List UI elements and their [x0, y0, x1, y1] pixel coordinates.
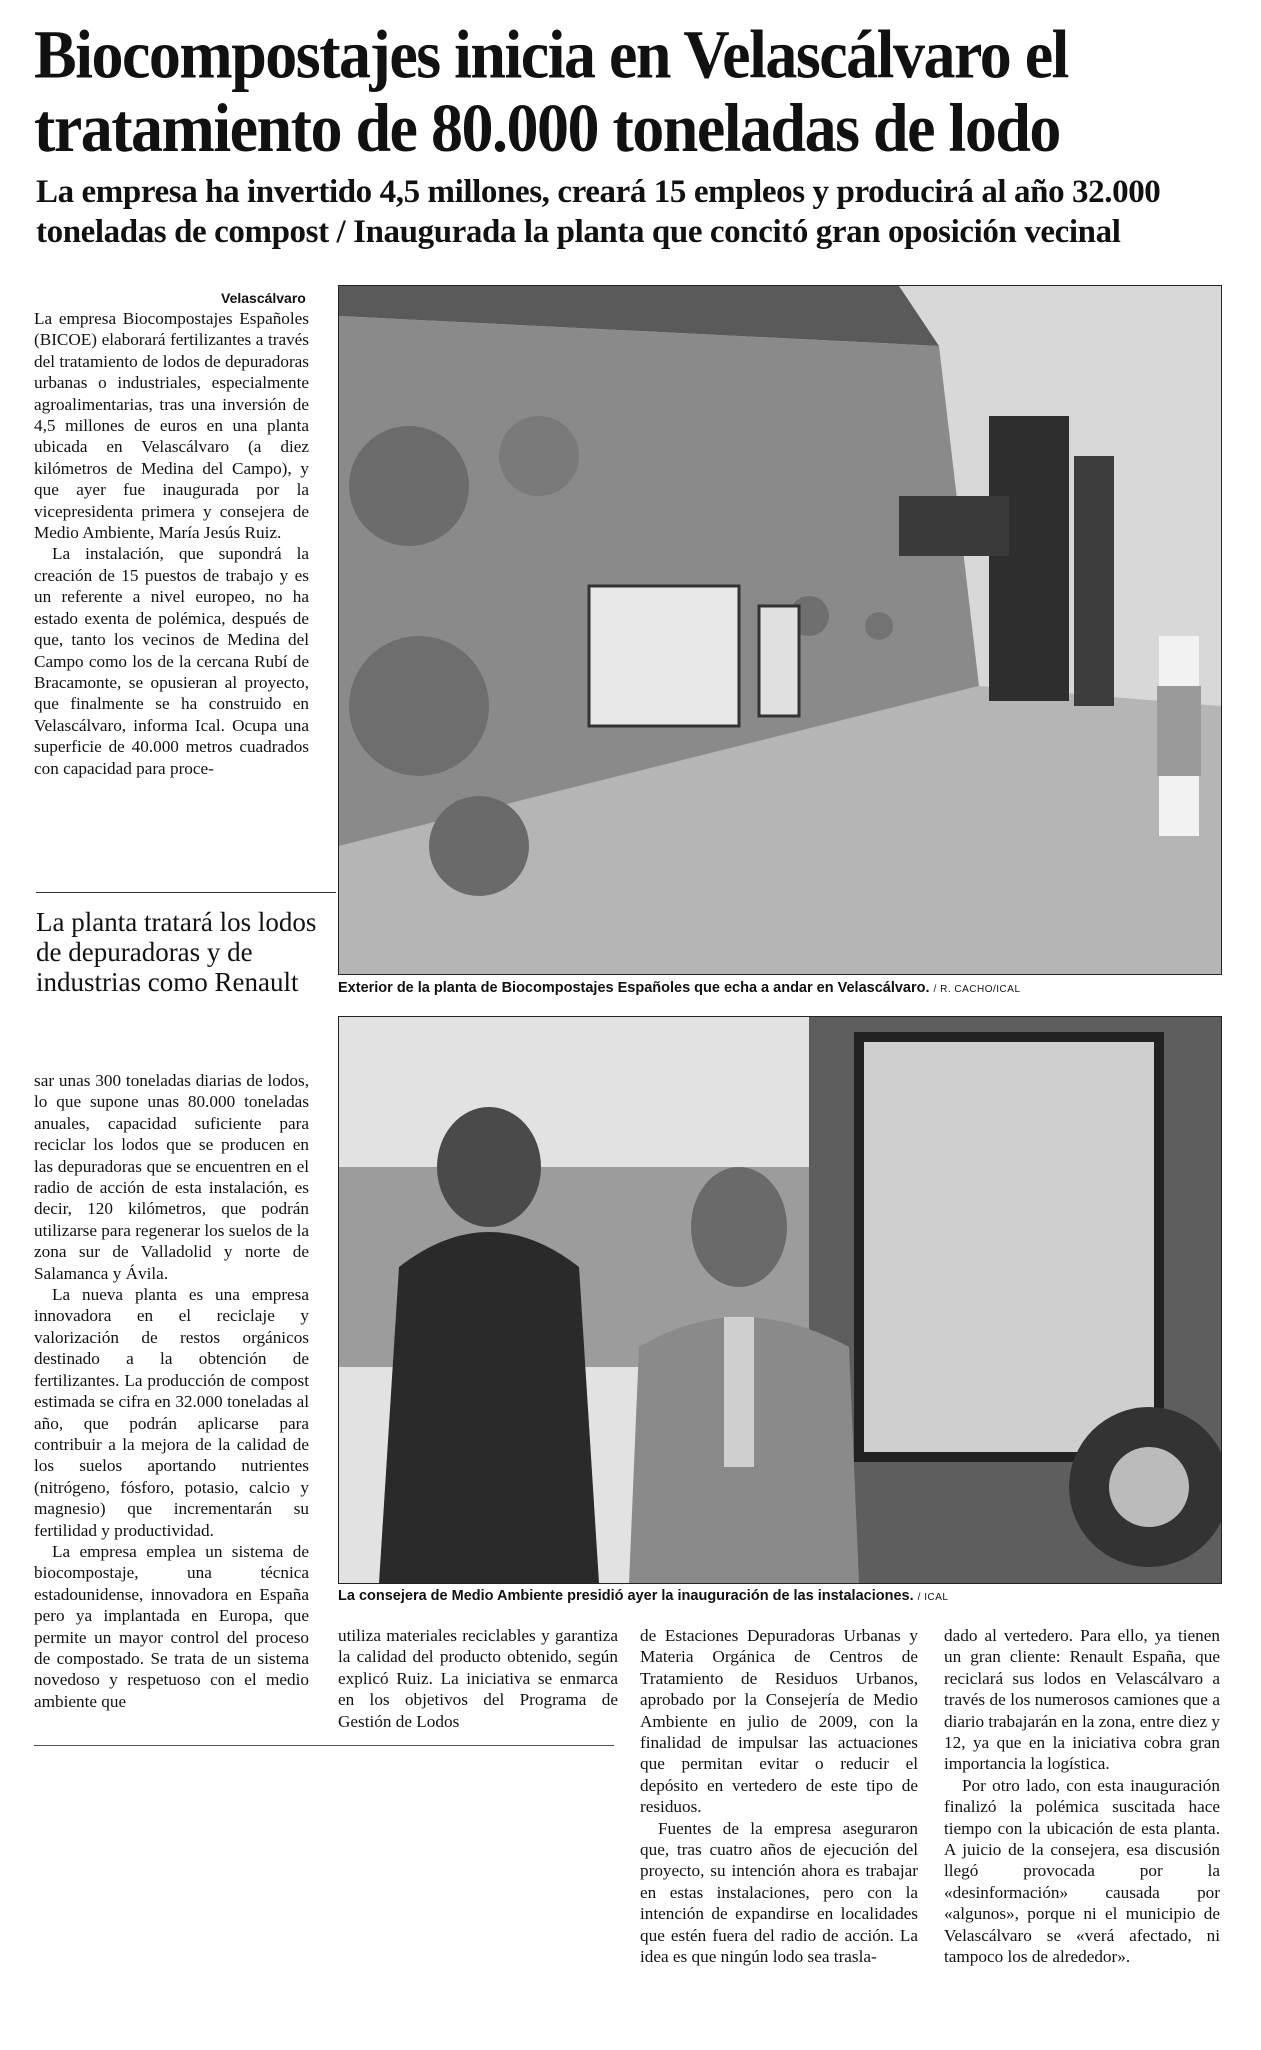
subheadline: La empresa ha invertido 4,5 millones, creará 15 empleos y producirá al año 32.000 toneladas de compost / Inaugurada la planta que concitó gran oposición vecinal	[36, 174, 1161, 250]
divider	[34, 1745, 614, 1746]
paragraph: dado al vertedero. Para ello, ya tienen un gran cliente: Renault España, que reciclará sus lodos en Velascálvaro a través de los numerosos camiones que a diario trabajarán en la zona, entre diez y 12, ya que en la iniciativa cobra gran importancia la logística.	[944, 1626, 1220, 1774]
paragraph: Fuentes de la empresa aseguraron que, tras cuatro años de ejecución del proyecto, su intención ahora es trabajar en estas instalaciones, pero con la intención de expandirse en localidades que estén fuera del radio de acción. La idea es que ningún lodo sea trasla-	[640, 1818, 918, 1967]
paragraph: La empresa emplea un sistema de biocompostaje, una técnica estadounidense, innovadora en España pero ya implantada en Europa, que permite un mayor control del proceso de compostado. Se trata de un sistema novedoso y respetuoso con el medio ambiente que	[34, 1541, 309, 1711]
plant-exterior-illustration	[339, 286, 1221, 974]
caption-text: Exterior de la planta de Biocompostajes Españoles que echa a andar en Velascálvaro.	[338, 980, 930, 996]
pull-quote: La planta tratará los lodos de depuradoras y de industrias como Renault	[36, 892, 336, 997]
byline: Velascálvaro	[221, 290, 306, 306]
caption-text: La consejera de Medio Ambiente presidió ayer la inauguración de las instalaciones.	[338, 1588, 914, 1604]
paragraph: La instalación, que supondrá la creación de 15 puestos de trabajo y es un referente a nivel europeo, no ha estado exenta de polémica, después de que, tanto los vecinos de Medina del Campo como los de la cercana Rubí de Bracamonte, se opusieran al proyecto, que finalmente se ha construido en Velascálvaro, informa Ical. Ocupa una superficie de 40.000 metros cuadrados con capacidad para proce-	[34, 544, 309, 778]
column-1-top	[34, 308, 309, 779]
paragraph: La empresa Biocompostajes Españoles (BICOE) elaborará fertilizantes a través del tratamiento de lodos de depuradoras urbanas o industriales, especialmente agroalimentarias, tras una inversión de 4,5 millones de euros en una planta ubicada en Velascálvaro (a diez kilómetros de Medina del Campo), y que ayer fue inaugurada por la vicepresidenta primera y consejera de Medio Ambiente, María Jesús Ruiz.	[34, 309, 309, 543]
paragraph: utiliza materiales reciclables y garantiza la calidad del producto obtenido, según explicó Ruiz. La iniciativa se enmarca en los objetivos del Programa de Gestión de Lodos	[338, 1626, 618, 1731]
photo-credit: / ICAL	[917, 1592, 949, 1603]
photo2-caption	[338, 1588, 1238, 1604]
paragraph: La nueva planta es una empresa innovadora en el reciclaje y valorización de restos orgánicos destinado a la obtención de fertilizantes. La producción de compost estimada se cifra en 32.000 toneladas al año, que podrán aplicarse para contribuir a la mejora de la calidad de los suelos aportando nutrientes (nitrógeno, fósforo, potasio, calcio y magnesio) que incrementarán su fertilidad y productividad.	[34, 1285, 309, 1540]
inauguration-illustration	[339, 1017, 1221, 1583]
paragraph: de Estaciones Depuradoras Urbanas y Materia Orgánica de Centros de Tratamiento de Residuos Urbanos, aprobado por la Consejería de Medio Ambiente en julio de 2009, con la finalidad de impulsar las actuaciones que permitan evitar o reducir el depósito en vertedero de este tipo de residuos.	[640, 1626, 918, 1817]
column-3	[640, 1625, 918, 1968]
photo-credit: / R. CACHO/ICAL	[933, 984, 1021, 995]
paragraph: Por otro lado, con esta inauguración finalizó la polémica suscitada hace tiempo con la ubicación de esta planta. A juicio de la consejera, esa discusión llegó provocada por la «desinformación» causada por «algunos», porque ni el municipio de Velascálvaro se «verá afectado, ni tampoco los de alrededor».	[944, 1775, 1220, 1967]
paragraph: sar unas 300 toneladas diarias de lodos, lo que supone unas 80.000 toneladas anuales, capacidad suficiente para reciclar los lodos que se producen en las depuradoras que se encuentren en el radio de acción de esta instalación, es decir, 120 kilómetros, que podrán utilizarse para regenerar los suelos de la zona sur de Valladolid y norte de Salamanca y Ávila.	[34, 1071, 309, 1283]
column-4	[944, 1625, 1220, 1968]
inauguration-photo	[338, 1016, 1222, 1584]
photo1-caption	[338, 980, 1238, 996]
column-1-bottom	[34, 1070, 309, 1712]
plant-exterior-photo	[338, 285, 1222, 975]
headline: Biocompostajes inicia en Velascálvaro el tratamiento de 80.000 toneladas de lodo	[34, 15, 1068, 166]
column-2	[338, 1625, 618, 1732]
